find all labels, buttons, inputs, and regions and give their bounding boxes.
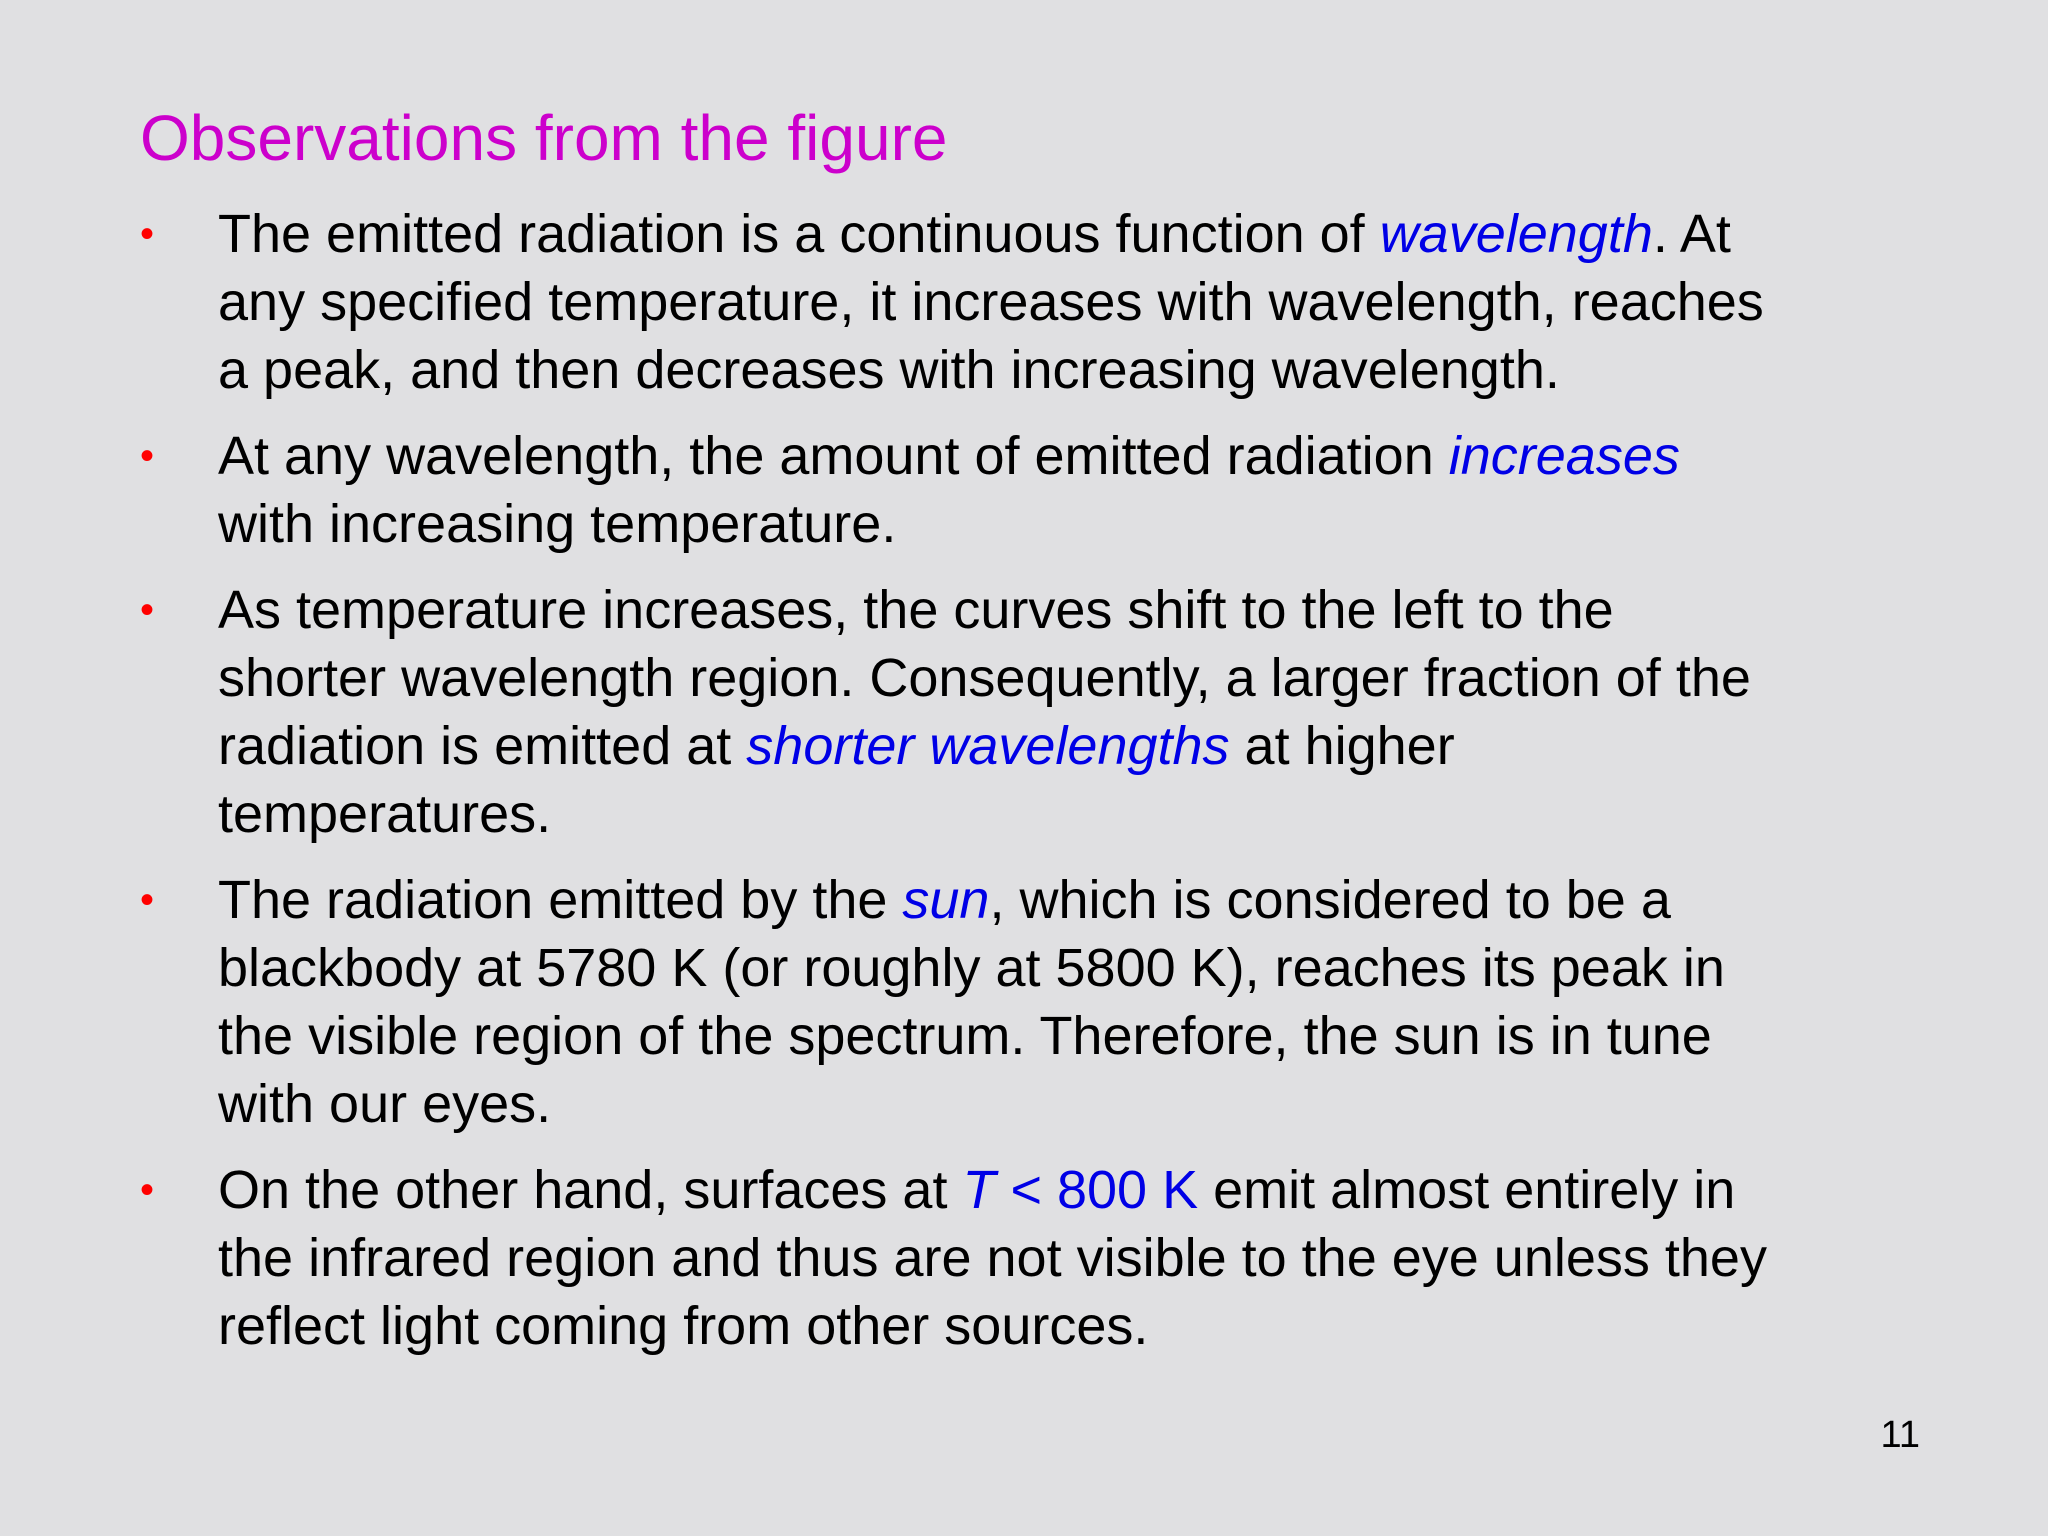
bullet-text: As temperature increases, the curves shift to the left to the shorter wavelength region. Consequently, a larger fraction of the radiation is emitted at [218,580,1751,776]
bullet-item-5 [140,1156,1780,1360]
slide-title: Observations from the figure [140,102,948,174]
bullet-item-1 [140,200,1780,404]
bullet-marker: • [140,878,155,922]
bullet-marker: • [140,588,155,632]
bullet-text: On the other hand, surfaces at [218,1160,963,1220]
highlighted-term: increases [1448,426,1680,486]
bullet-marker: • [140,1168,155,1212]
highlighted-term: shorter wavelengths [746,716,1230,776]
bullet-text: , which is considered to be a blackbody at 5780 K (or roughly at 5800 K), reaches its peak in the visible region of the spectrum. Therefore, the sun is in tune with our eyes. [218,870,1725,1134]
bullet-marker: • [140,212,155,256]
bullet-text: emit almost entirely in the infrared region and thus are not visible to the eye unless they reflect light coming from other sources. [218,1160,1767,1356]
bullet-list [140,200,1780,1378]
bullet-item-2 [140,422,1780,558]
bullet-text: . At any specified temperature, it increases with wavelength, reaches a peak, and then decreases with increasing wavelength. [218,204,1764,400]
highlighted-term: sun [902,870,990,930]
bullet-text: at higher temperatures. [218,716,1455,844]
page-number: 11 [1880,1414,1920,1456]
bullet-marker: • [140,434,155,478]
bullet-item-4 [140,866,1780,1138]
bullet-item-3 [140,576,1780,848]
bullet-text: At any wavelength, the amount of emitted radiation [218,426,1449,486]
bullet-text: The radiation emitted by the [218,870,903,930]
highlighted-term: wavelength [1379,204,1653,264]
bullet-text: with increasing temperature. [218,494,897,554]
bullet-text: The emitted radiation is a continuous function of [218,204,1380,264]
highlighted-variable: T [962,1160,996,1220]
highlighted-term: < 800 K [995,1160,1199,1220]
